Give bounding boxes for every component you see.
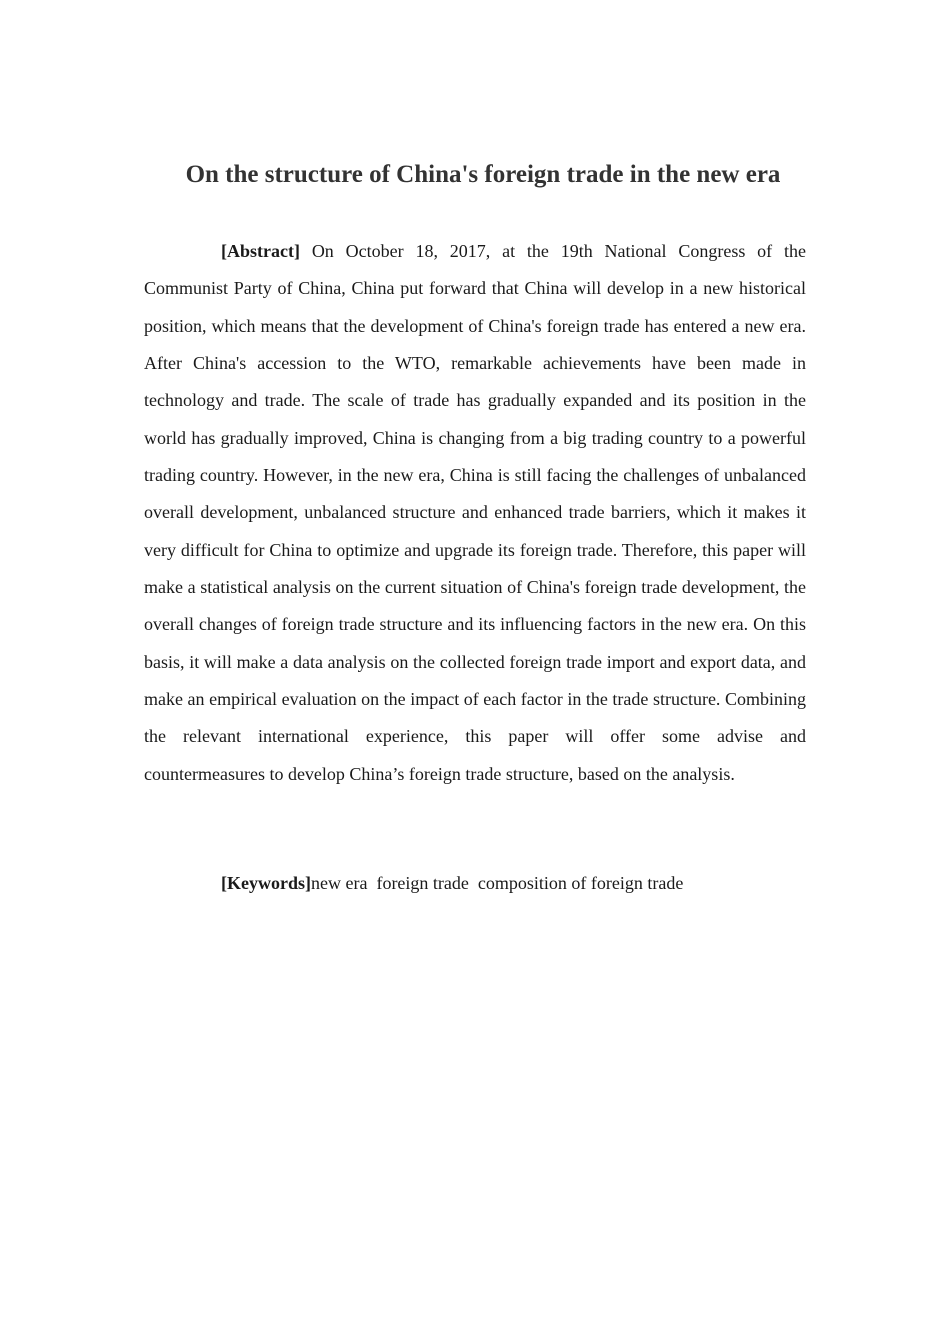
keywords-text: new era foreign trade composition of foreign trade [310,873,684,893]
abstract-text: On October 18, 2017, at the 19th National Congress of the Communist Party of China, China put forward that China will develop in a new historical position, which means that the development of China's foreign trade has entered a new era. After China's accession to the WTO, remarkable achievements have been made in technology and trade. The scale of trade has gradually expanded and its position in the world has gradually improved, China is changing from a big trading country to a powerful trading country. However, in the new era, China is still facing the challenges of unbalanced overall development, unbalanced structure and enhanced trade barriers, which it makes it very difficult for China to optimize and upgrade its foreign trade. Therefore, this paper will make a statistical analysis on the current situation of China's foreign trade development, the overall changes of foreign trade structure and its influencing factors in the new era. On this basis, it will make a data analysis on the collected foreign trade import and export data, and make an empirical evaluation on the impact of each factor in the trade structure. Combining the relevant international experience, this paper will offer some advise and countermeasures to develop China’s foreign trade structure, based on the analysis. [144,241,806,784]
paper-title: On the structure of China's foreign trade in the new era [185,161,781,188]
abstract-paragraph [144,233,806,793]
abstract-label: [Abstract] [221,241,300,261]
keywords-label: [Keywords] [221,873,311,893]
keywords-line [221,867,821,899]
